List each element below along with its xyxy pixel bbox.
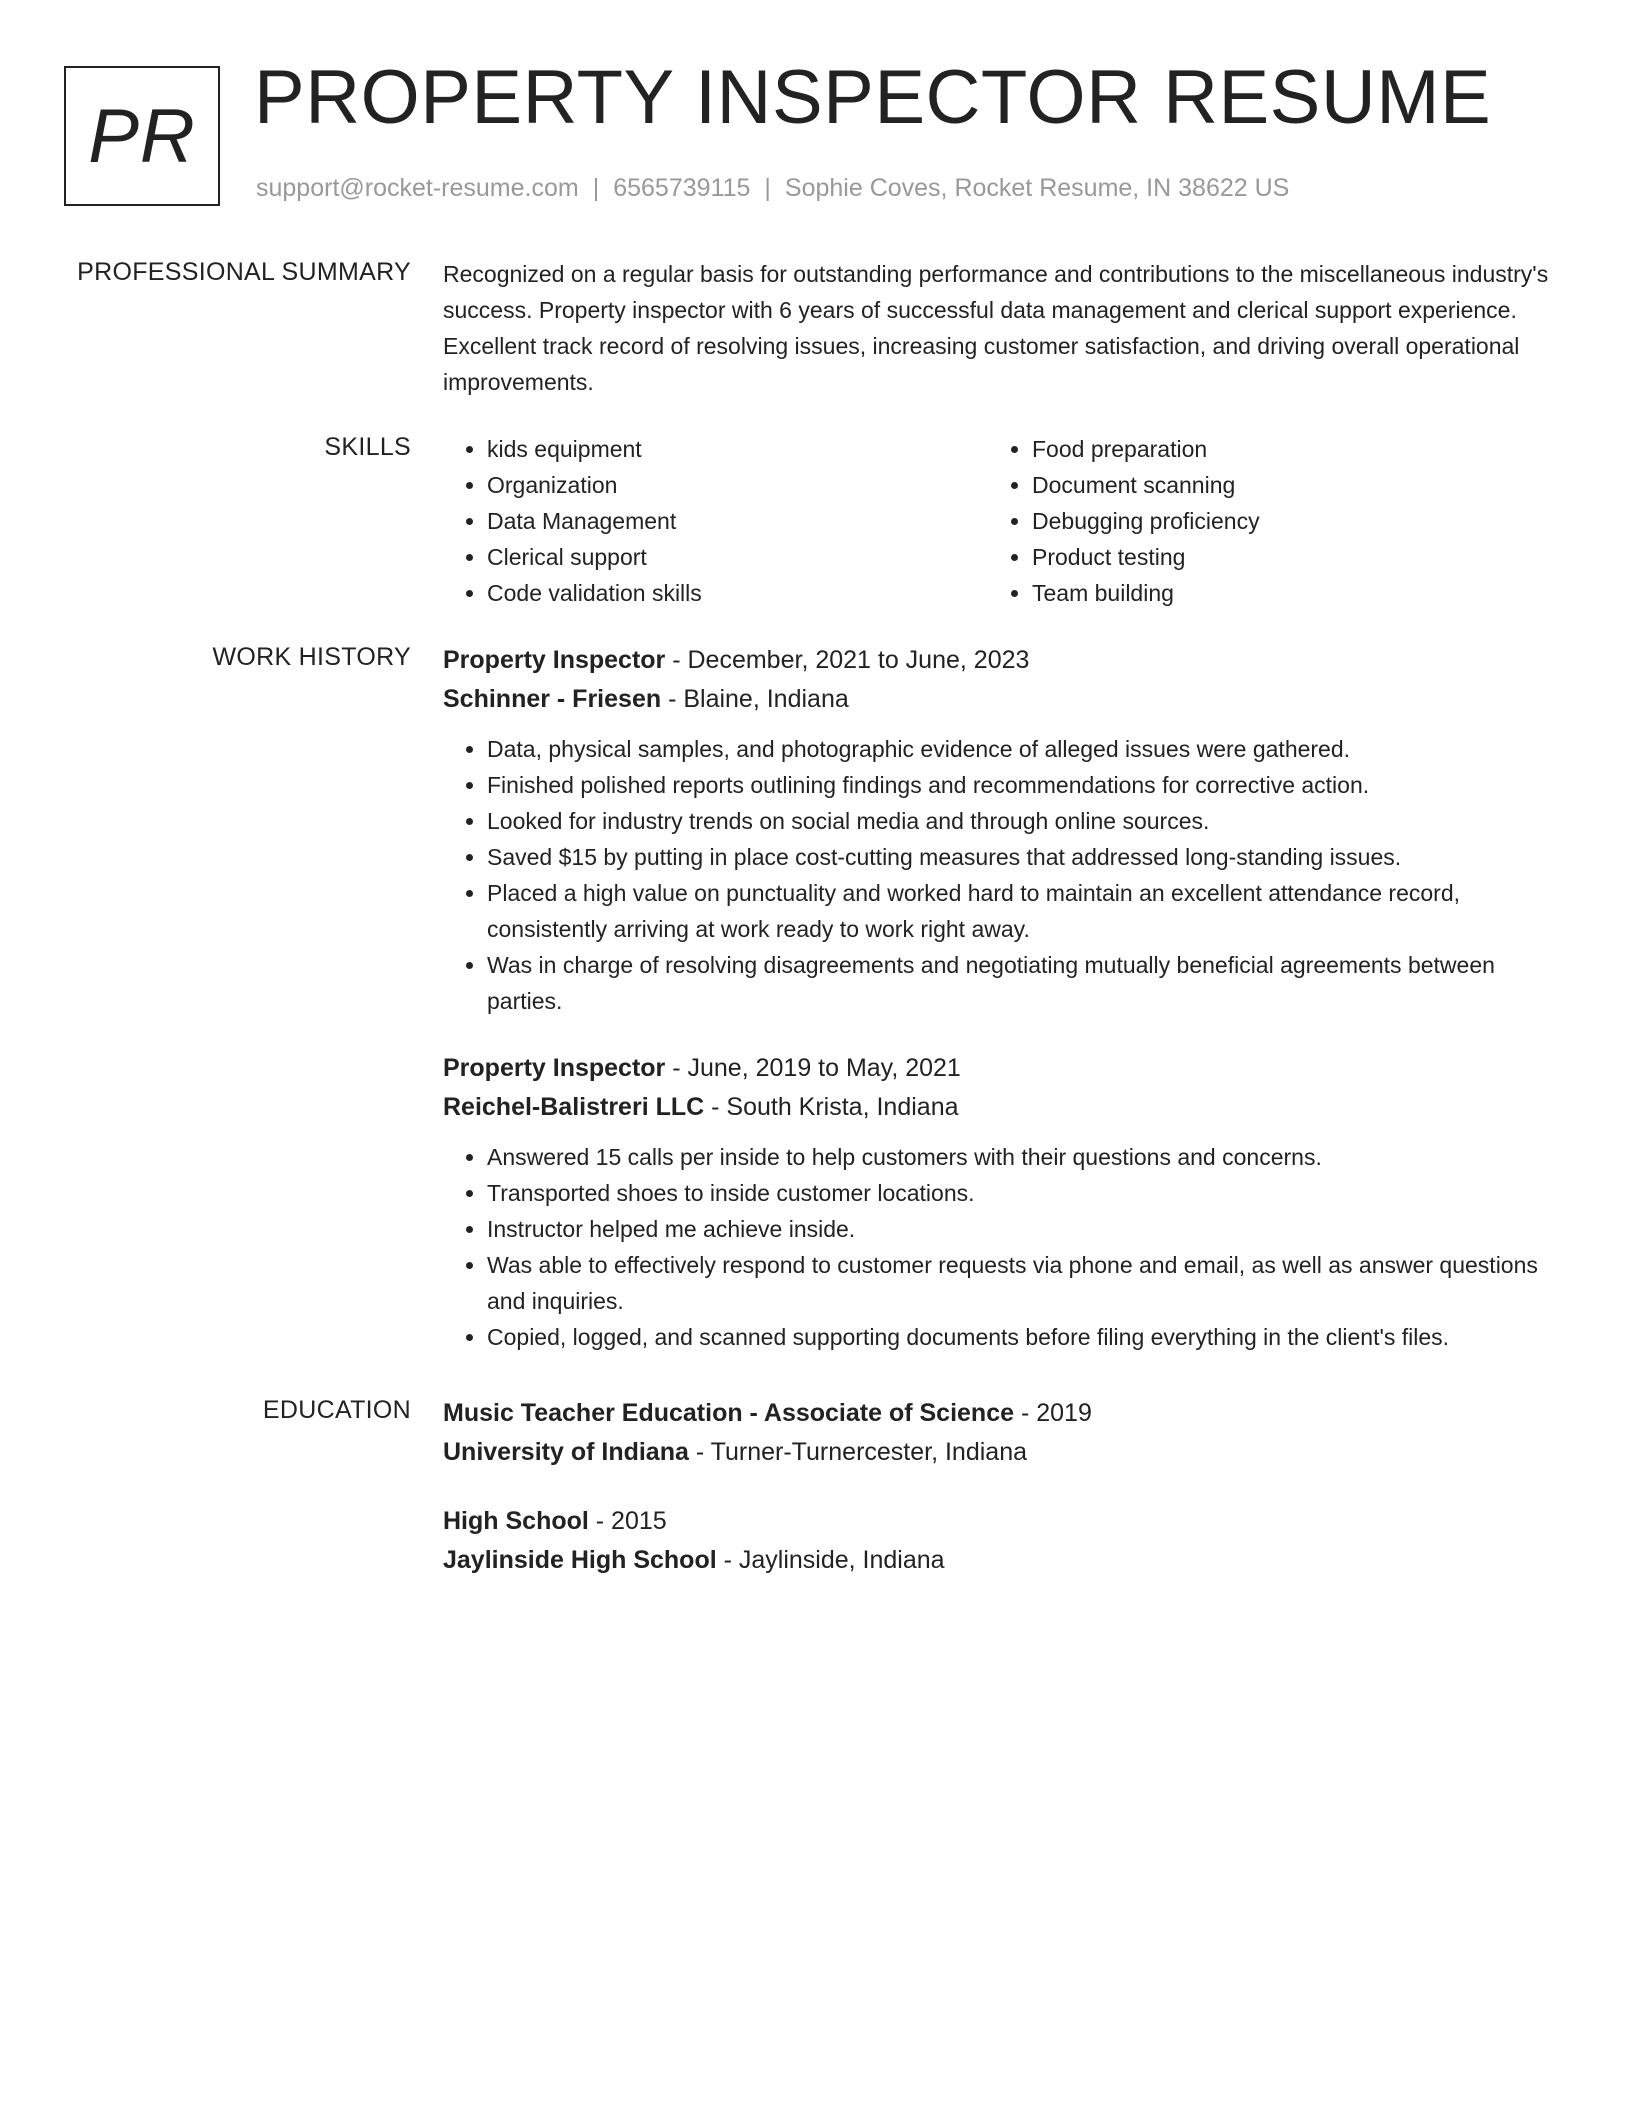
job-title: Property Inspector [443,646,666,674]
job-title-line [443,1049,1553,1088]
job-duty: • Instructor helped me achieve inside. [487,1211,1553,1247]
education-entry [443,1502,1553,1580]
education-body [443,1394,1553,1610]
contact-separator: | [592,174,600,202]
education-degree: Music Teacher Education - Associate of Science [443,1399,1015,1427]
skill-item: • Team building [1032,575,1533,611]
education-entry [443,1394,1553,1472]
contact-email: support@rocket-resume.com [256,174,579,202]
skill-item: • Food preparation [1032,431,1533,467]
job-company-line [443,680,1553,719]
job-duty: • Was able to effectively respond to customer requests via phone and email, as well as answer questions and inquiries. [487,1247,1553,1319]
job-duty: • Looked for industry trends on social media and through online sources. [487,803,1553,839]
job-dates: - June, 2019 to May, 2021 [665,1054,961,1082]
education-school-line [443,1433,1553,1472]
skill-item: • kids equipment [487,431,988,467]
contact-phone: 6565739115 [613,174,751,202]
skills-body [443,431,1553,611]
job-company: Reichel-Balistreri LLC [443,1093,705,1121]
resume-title: PROPERTY INSPECTOR RESUME [254,55,1492,140]
education-school: Jaylinside High School [443,1546,717,1574]
education-degree-line [443,1502,1553,1541]
job-entry [443,641,1553,1019]
education-location: - Turner-Turnercester, Indiana [688,1438,1028,1466]
education-degree: High School [443,1507,589,1535]
work-body [443,641,1553,1385]
education-year: - 2015 [588,1507,667,1535]
skill-item: • Clerical support [487,539,988,575]
work-heading: WORK HISTORY [212,643,411,671]
job-entry [443,1049,1553,1355]
job-duty: • Finished polished reports outlining findings and recommendations for corrective action. [487,767,1553,803]
job-duties [443,731,1553,1019]
job-location: - Blaine, Indiana [661,685,849,713]
job-dates: - December, 2021 to June, 2023 [665,646,1030,674]
job-company-line [443,1088,1553,1127]
contact-address: Sophie Coves, Rocket Resume, IN 38622 US [784,174,1290,202]
monogram-initials: PR [88,93,196,179]
education-year: - 2019 [1014,1399,1092,1427]
skill-item: • Document scanning [1032,467,1533,503]
education-degree-line [443,1394,1553,1433]
job-duty: • Answered 15 calls per inside to help customers with their questions and concerns. [487,1139,1553,1175]
contact-separator: | [764,174,771,202]
summary-body [443,256,1553,400]
job-duty: • Saved $15 by putting in place cost-cutting measures that addressed long-standing issues. [487,839,1553,875]
job-duty: • Transported shoes to inside customer locations. [487,1175,1553,1211]
education-school-line [443,1541,1553,1580]
job-duty: • Data, physical samples, and photographic evidence of alleged issues were gathered. [487,731,1553,767]
education-location: - Jaylinside, Indiana [716,1546,945,1574]
job-duty: • Copied, logged, and scanned supporting documents before filing everything in the client's files. [487,1319,1553,1355]
job-company: Schinner - Friesen [443,685,662,713]
monogram-box [64,66,220,206]
job-duties [443,1139,1553,1355]
job-title-line [443,641,1553,680]
skills-list-left [443,431,988,611]
job-duty: • Was in charge of resolving disagreements and negotiating mutually beneficial agreements between parties. [487,947,1553,1019]
skill-item: • Product testing [1032,539,1533,575]
skill-item: • Organization [487,467,988,503]
skill-item: • Debugging proficiency [1032,503,1533,539]
skills-list-right [988,431,1533,611]
skill-item: • Data Management [487,503,988,539]
skills-heading: SKILLS [324,433,411,461]
contact-line [256,174,1289,203]
education-heading: EDUCATION [262,1396,411,1424]
job-duty: • Placed a high value on punctuality and worked hard to maintain an excellent attendance record, consistently arriving at work ready to work right away. [487,875,1553,947]
job-location: - South Krista, Indiana [704,1093,959,1121]
education-school: University of Indiana [443,1438,689,1466]
summary-text: Recognized on a regular basis for outstanding performance and contributions to the miscellaneous industry's success. Property inspector with 6 years of successful data management and clerical support experience. Excellent track record of resolving issues, increasing customer satisfaction, and driving overall operational improvements. [443,261,1549,395]
skill-item: • Code validation skills [487,575,988,611]
summary-heading: PROFESSIONAL SUMMARY [77,258,411,286]
job-title: Property Inspector [443,1054,666,1082]
